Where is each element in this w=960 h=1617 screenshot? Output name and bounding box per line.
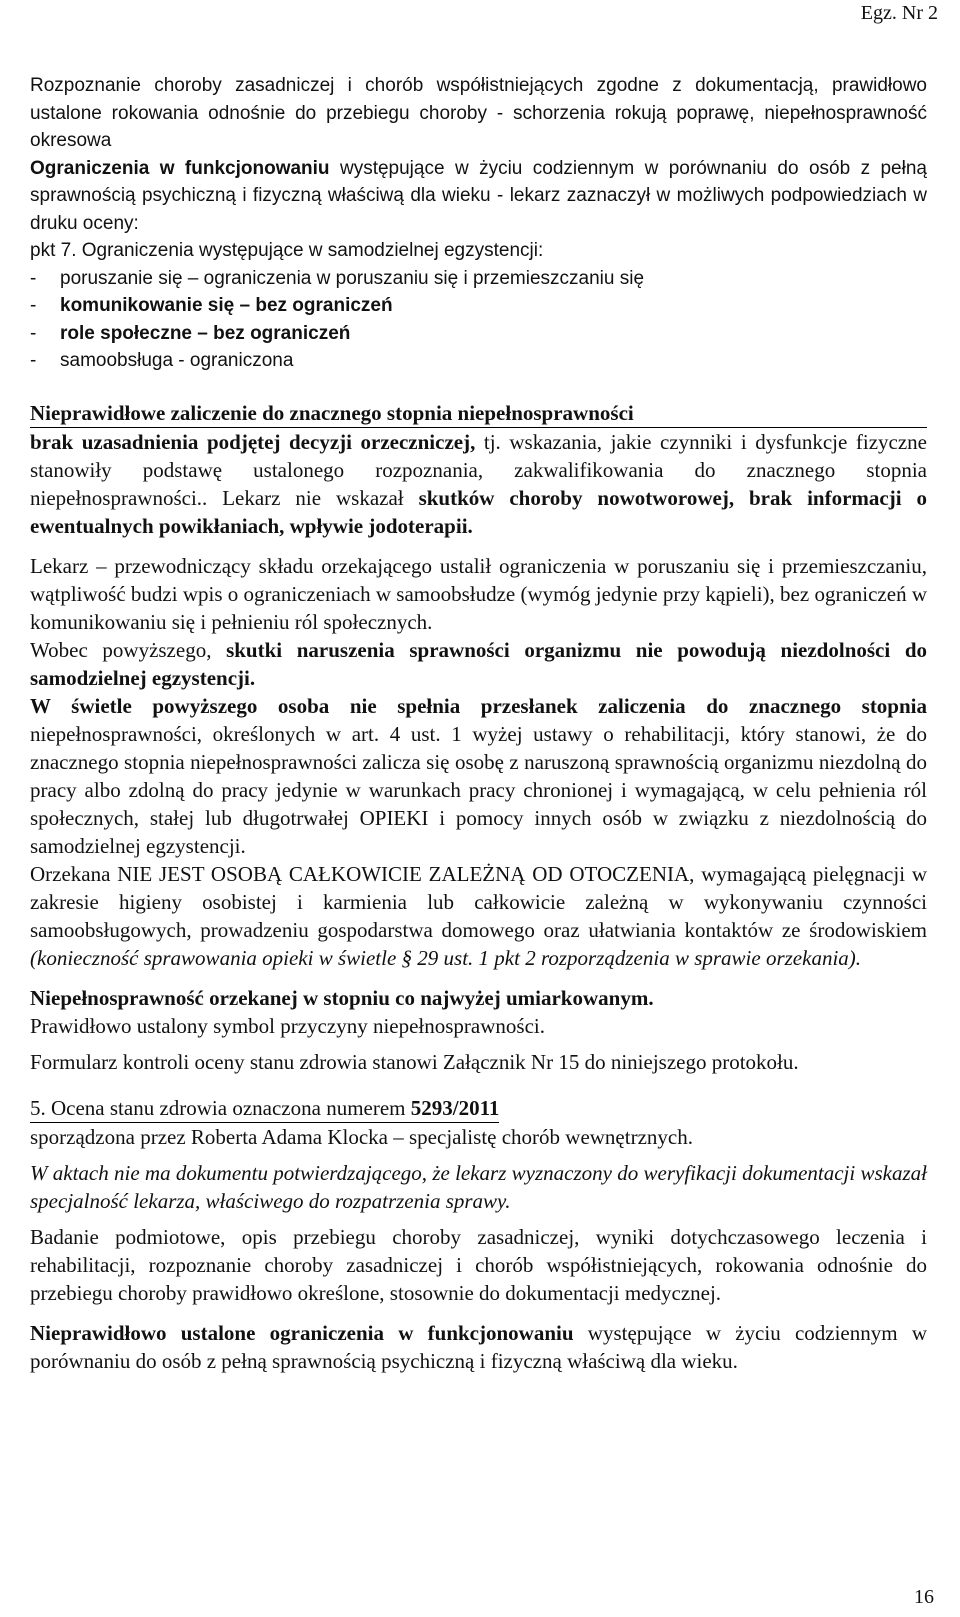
criteria-bold: W świetle powyższego osoba nie spełnia przesłanek zaliczenia do znacznego stopnia (30, 693, 927, 718)
finding-heading-text: Nieprawidłowe zaliczenie do znacznego stopnia niepełnosprawności (30, 400, 634, 425)
justification-bold-2: skutków choroby nowotworowej, brak informacji o ewentualnych powikłaniach, wpływie jodoterapii. (30, 485, 927, 538)
list-dash: - (30, 295, 37, 316)
paragraph-criteria (30, 692, 927, 860)
paragraph-chairman: Lekarz – przewodniczący składu orzekającego ustalił ograniczenia w poruszaniu się i przemieszczaniu, wątpliwość budzi wpis o ograniczeniach w samoobsłudze (wymóg jedynie przy kąpieli), bez ograniczeń w komunikowaniu się i pełnieniu ról społecznych. (30, 553, 927, 634)
list-dash: - (30, 267, 37, 289)
paragraph-specialty-note (30, 1159, 927, 1215)
list-item-text: komunikowanie się – bez ograniczeń (60, 295, 393, 316)
paragraph-point-7: pkt 7. Ograniczenia występujące w samodzielnej egzystencji: (30, 240, 544, 261)
list-item-text: poruszanie się – ograniczenia w poruszaniu się i przemieszczaniu się (60, 267, 645, 289)
paragraph-dependency (30, 860, 927, 972)
limitations-text: występujące w życiu codziennym w porównaniu do osób z pełną sprawnością psychiczną i fizyczną właściwą dla wieku - lekarz zaznaczył w możliwych podpowiedziach w druku oceny: (30, 157, 927, 234)
list-item-text: samoobsługa - ograniczona (60, 350, 294, 371)
list-item (30, 292, 927, 320)
list-dash: - (30, 350, 37, 371)
list-item (30, 320, 927, 348)
document-body (30, 72, 927, 1375)
list-dash: - (30, 322, 37, 344)
paragraph-incorrect-limitations (30, 1319, 927, 1375)
dependency-text: Orzekana NIE JEST OSOBĄ CAŁKOWICIE ZALEŻNĄ OD OTOCZENIA, wymagającą pielęgnacji w zakresie higieny osobistej i karmienia lub całkowicie zależną w wykonywaniu czynności samoobsługowych, prowadzeniu gospodarstwa domowego oraz ułatwiania kontaktów ze środowiskiem (30, 861, 927, 942)
document-copy-number: Egz. Nr 2 (860, 2, 938, 24)
criteria-text: niepełnosprawności, określonych w art. 4 ust. 1 wyżej ustawy o rehabilitacji, który stanowi, że do znacznego stopnia niepełnosprawności zalicza się osobę z naruszoną sprawnością organizmu niezdolną do pracy albo zdolną do pracy jedynie w warunkach pracy chronionej i wymagającą, w celu pełnienia ról społecznych, stałej lub długotrwałej OPIEKI i pomocy innych osób w związku z niezdolnością do samodzielnej egzystencji. (30, 721, 927, 858)
section-assessment-1 (30, 72, 927, 375)
incorrect-limitations-text: występujące w życiu codziennym w porównaniu do osób z pełną sprawnością psychiczną i fizyczną właściwą dla wieku. (30, 1320, 927, 1373)
incorrect-limitations-bold: Nieprawidłowo ustalone ograniczenia w funkcjonowaniu (30, 1320, 574, 1345)
paragraph-symbol: Prawidłowo ustalony symbol przyczyny niepełnosprawności. (30, 1013, 545, 1038)
consequence-bold: skutki naruszenia sprawności organizmu nie powodują niezdolności do samodzielnej egzystencji. (30, 637, 927, 690)
paragraph-degree (30, 984, 927, 1012)
assessment-heading (30, 1094, 499, 1123)
finding-heading (30, 399, 927, 428)
list-item (30, 265, 927, 293)
assessment-author: sporządzona przez Roberta Adama Klocka – specjalistę chorób wewnętrznych. (30, 1124, 693, 1149)
limitations-label: Ograniczenia w funkcjonowaniu (30, 157, 330, 179)
paragraph-justification (30, 428, 927, 540)
assessment-number: 5293/2011 (410, 1095, 500, 1120)
justification-text: tj. wskazania, jakie czynniki i dysfunkcje fizyczne stanowiły podstawę ustalonego rozpoznania, zakwalifikowania do znacznego stopnia niepełnosprawności.. Lekarz nie wskazał (30, 429, 927, 510)
list-item (30, 347, 927, 375)
page-number: 16 (914, 1586, 934, 1608)
paragraph-attachment: Formularz kontroli oceny stanu zdrowia stanowi Załącznik Nr 15 do niniejszego protokołu. (30, 1049, 799, 1074)
paragraph-diagnosis: Rozpoznanie choroby zasadniczej i chorób współistniejących zgodne z dokumentacją, prawidłowo ustalone rokowania odnośnie do przebiegu choroby - schorzenia rokują poprawę, niepełnosprawność okresowa (30, 75, 927, 151)
assessment-heading-text: 5. Ocena stanu zdrowia oznaczona numerem (30, 1095, 411, 1120)
degree-bold: Niepełnosprawność orzekanej w stopniu co najwyżej umiarkowanym. (30, 985, 654, 1010)
specialty-note-italic: W aktach nie ma dokumentu potwierdzającego, że lekarz wyznaczony do weryfikacji dokumentacji wskazał specjalność lekarza, właściwego do rozpatrzenia sprawy. (30, 1160, 927, 1213)
paragraph-limitations (30, 155, 927, 238)
list-item-text: role społeczne – bez ograniczeń (60, 322, 351, 344)
section-finding-2 (30, 399, 927, 1076)
consequence-text: Wobec powyższego, (30, 637, 227, 662)
justification-bold: brak uzasadnienia podjętej decyzji orzeczniczej, (30, 429, 476, 454)
section-assessment-5 (30, 1094, 927, 1375)
paragraph-examination: Badanie podmiotowe, opis przebiegu choroby zasadniczej, wyniki dotychczasowego leczenia i rehabilitacji, rozpoznanie choroby zasadniczej i chorób współistniejących, rokowania odnośnie do przebiegu choroby prawidłowo określone, stosownie do dokumentacji medycznej. (30, 1224, 927, 1305)
paragraph-consequence (30, 636, 927, 692)
dependency-italic: (konieczność sprawowania opieki w świetle § 29 ust. 1 pkt 2 rozporządzenia w sprawie orzekania). (30, 945, 862, 970)
